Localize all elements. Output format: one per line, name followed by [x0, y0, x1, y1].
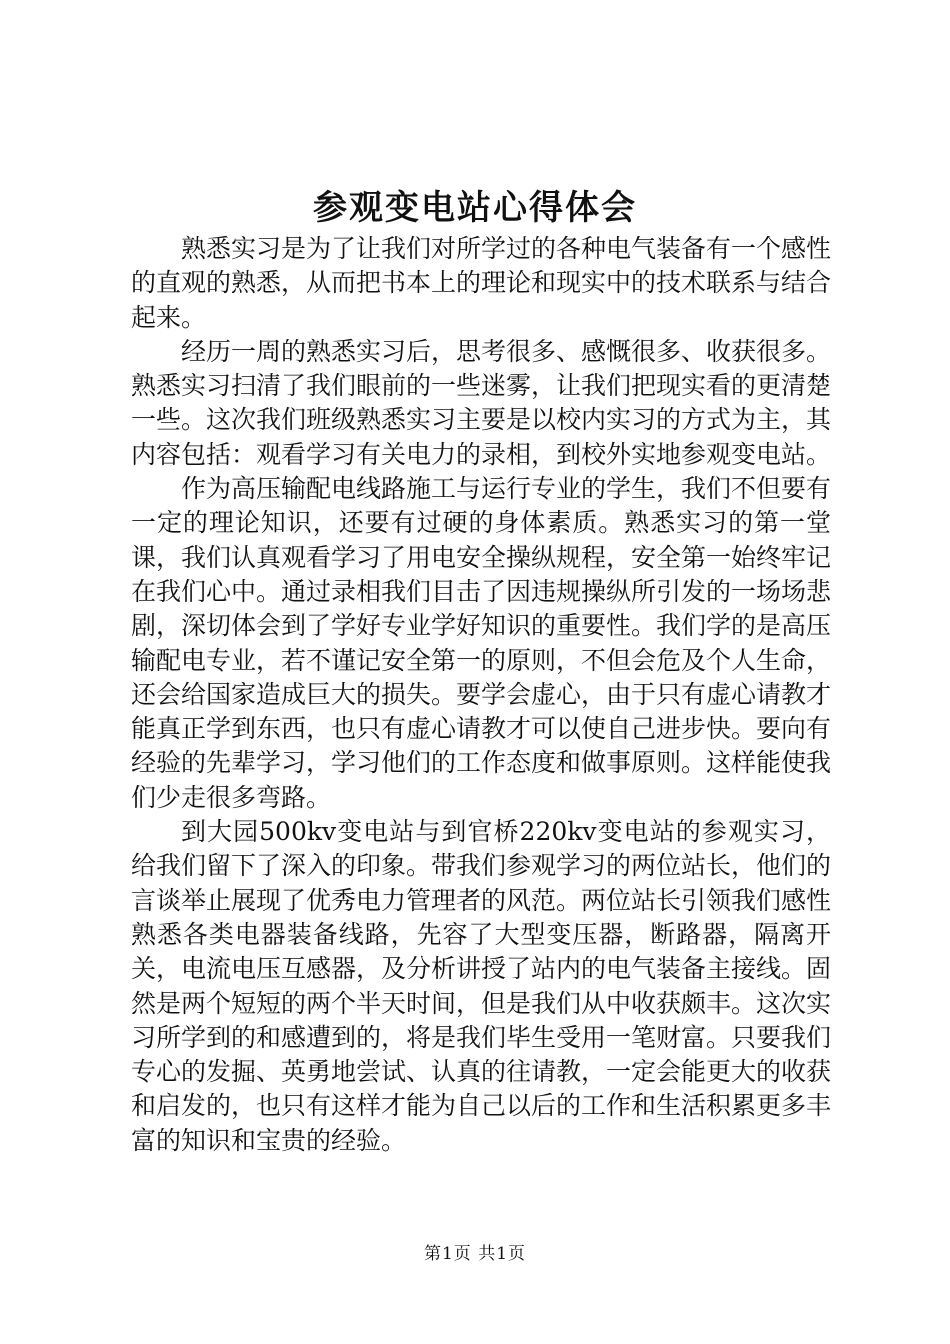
- paragraph-3: 作为高压输配电线路施工与运行专业的学生，我们不但要有一定的理论知识，还要有过硬的身体素质。熟悉实习的第一堂课，我们认真观看学习了用电安全操纵规程，安全第一始终牢记在我们心中。通过录相我们目击了因违规操纵所引发的一场场悲剧，深切体会到了学好专业学好知识的重要性。我们学的是高压输配电专业，若不谨记安全第一的原则，不但会危及个人生命，还会给国家造成巨大的损失。要学会虚心，由于只有虚心请教才能真正学到东西，也只有虚心请教才可以使自己进步快。要向有经验的先辈学习，学习他们的工作态度和做事原则。这样能使我们少走很多弯路。: [131, 474, 832, 812]
- paragraph-4: 到大园500kv变电站与到官桥220kv变电站的参观实习，给我们留下了深入的印象。带我们参观学习的两位站长，他们的言谈举止展现了优秀电力管理者的风范。两位站长引领我们感性熟悉各类电器装备线路，先容了大型变压器，断路器，隔离开关，电流电压互感器，及分析讲授了站内的电气装备主接线。固然是两个短短的两个半天时间，但是我们从中收获颇丰。这次实习所学到的和感遭到的，将是我们毕生受用一笔财富。只要我们专心的发掘、英勇地尝试、认真的往请教，一定会能更大的收获和启发的，也只有这样才能为自己以后的工作和生活积累更多丰富的知识和宝贵的经验。: [131, 817, 832, 1155]
- paragraph-1: 熟悉实习是为了让我们对所学过的各种电气装备有一个感性的直观的熟悉，从而把书本上的理论和现实中的技术联系与结合起来。: [131, 234, 832, 332]
- page-footer: 第1页 共1页: [423, 1244, 527, 1264]
- paragraph-2: 经历一周的熟悉实习后，思考很多、感慨很多、收获很多。熟悉实习扫清了我们眼前的一些迷雾，让我们把现实看的更清楚一些。这次我们班级熟悉实习主要是以校内实习的方式为主，其内容包括：观看学习有关电力的录相，到校外实地参观变电站。: [131, 336, 832, 469]
- document-title: 参观变电站心得体会: [313, 188, 637, 228]
- document-body: [131, 232, 831, 1158]
